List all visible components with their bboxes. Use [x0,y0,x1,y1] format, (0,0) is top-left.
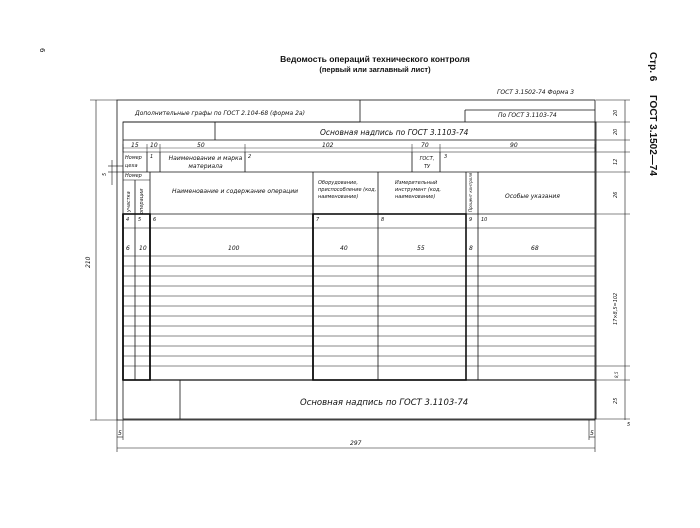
dim-10: 10 [150,142,158,149]
rdim-5: 5 [627,422,631,428]
protsent-kontrolya-label: Процент контроля [468,172,473,212]
dim-90: 90 [510,142,518,149]
uchastka-label: участка [126,191,132,212]
side-page-label: Стр. 6 [647,52,658,82]
operatsii-label: операции [139,188,145,214]
num-4: 4 [126,217,130,223]
num-7: 7 [316,217,320,223]
rdim-8-5: 8,5 [614,371,619,378]
dim-70: 70 [421,142,429,149]
bdim-297: 297 [350,440,362,447]
cell-2: 2 [248,154,252,160]
main-inscription-top: Основная надпись по ГОСТ 3.1103-74 [320,128,469,137]
dim-50: 50 [197,142,205,149]
nomer-tseha: Номер цеха [125,155,142,169]
additional-columns-label: Дополнительные графы по ГОСТ 2.104-68 (форма 2а) [135,110,305,117]
rdim-12: 12 [613,158,619,165]
page-subtitle: (первый или заглавный лист) [319,65,431,74]
gost-tu: ГОСТ, ТУ [419,156,435,170]
num-9: 9 [469,217,473,223]
w-40: 40 [340,245,348,252]
rdim-26: 26 [613,191,619,198]
w-8: 8 [469,245,473,252]
po-gost-label: По ГОСТ 3.1103-74 [498,112,557,119]
num-6: 6 [153,217,157,223]
side-standard-label: ГОСТ 3.1502—74 [647,95,658,176]
w-100: 100 [228,245,240,252]
page-title: Ведомость операций технического контроля [280,54,470,64]
rdim-20a: 20 [613,109,619,116]
num-5: 5 [138,217,142,223]
ldim-5: 5 [102,172,108,176]
rdim-20b: 20 [613,128,619,135]
main-inscription-bottom: Основная надпись по ГОСТ 3.1103-74 [300,398,469,408]
naimenovanie-material: Наименование и марка материала [168,155,243,170]
num-8: 8 [381,217,385,223]
bdim-5-right: 5 [590,430,594,437]
rdim-25: 25 [613,397,619,404]
bdim-5-left: 5 [118,430,122,437]
osobye-label: Особые указания [505,193,560,200]
naim-operatsii-label: Наименование и содержание операции [171,188,299,195]
cell-3: 3 [444,154,448,160]
rdim-formula: 17×8,5=102 [613,292,619,325]
w-68: 68 [531,245,539,252]
dim-15: 15 [131,142,139,149]
w-6: 6 [126,245,130,252]
cell-1: 1 [150,154,154,160]
form-label: ГОСТ 3.1502-74 Форма 3 [497,89,575,96]
dim-102: 102 [322,142,334,149]
instrument-label: Измерительный инструмент (код, наименование) [395,180,442,200]
w-55: 55 [417,245,425,252]
oborudovanie-label: Оборудование, приспособление (код, наименование) [318,180,377,200]
w-10: 10 [139,245,147,252]
num-10: 10 [481,217,488,223]
page-number: 6 [38,48,46,53]
ldim-210: 210 [85,256,92,268]
nomer-label: Номер [125,173,142,179]
